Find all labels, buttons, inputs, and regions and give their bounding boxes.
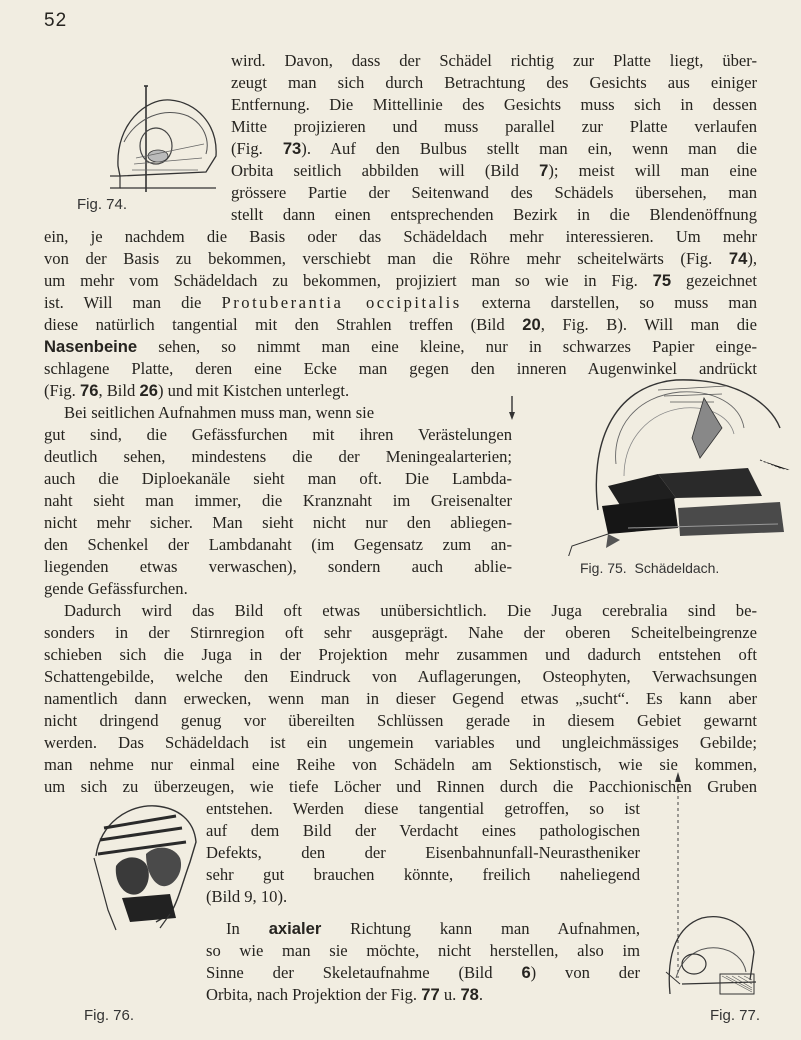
text-line: Sinne der Skeletaufnahme (Bild 6) von der [206, 963, 640, 982]
text-line: deutlich sehen, mindestens die der Meningealarterien; [44, 447, 512, 466]
text-line: gende Gefässfurchen. [44, 579, 188, 598]
text-line: um sich zu überzeugen, wie tiefe Löcher und Rinnen durch die Pacchionischen Gruben [44, 777, 757, 796]
fig-76-label: Fig. 76. [84, 1007, 135, 1024]
fig-75-caption [580, 560, 719, 576]
text-line: Orbita, nach Projektion der Fig. 77 u. 78. [206, 985, 484, 1004]
text-line: sehr gut brauchen könnte, freilich naheliegend [206, 865, 640, 884]
text-line: stellt dann einen entsprechenden Bezirk in die Blendenöffnung [231, 205, 757, 224]
text-line: ist. Will man die Protuberantia occipitalis externa darstellen, so muss man [44, 293, 757, 312]
text-line: (Fig. 73). Auf den Bulbus stellt man ein, wenn man die [231, 139, 757, 158]
text-line: naht sieht man immer, die Kranznaht im Greisenalter [44, 491, 512, 510]
text-line: Nasenbeine sehen, so nimmt man eine kleine, nur in schwarzes Papier einge- [44, 337, 757, 356]
text-line: (Bild 9, 10). [206, 887, 288, 906]
text-line: liegenden etwas verwaschen), sondern auch ablie- [44, 557, 512, 576]
text-line: nicht mehr sicher. Man sieht nicht nur den abliegen- [44, 513, 512, 532]
text-line: (Fig. 76, Bild 26) und mit Kistchen unterlegt. [44, 381, 350, 400]
text-line: Schattengebilde, welche den Eindruck von Auflagerungen, Osteophyten, Verwachsungen [44, 667, 757, 686]
text-line: grössere Partie der Seitenwand des Schädels übersehen, man [231, 183, 757, 202]
text-line: In axialer Richtung kann man Aufnahmen, [226, 919, 640, 938]
text-line: entstehen. Werden diese tangential getroffen, so ist [206, 799, 640, 818]
text-line: Bei seitlichen Aufnahmen muss man, wenn sie [64, 403, 375, 422]
text-line: Defekts, den der Eisenbahnunfall-Neurastheniker [206, 843, 640, 862]
text-line: diese natürlich tangential mit den Strahlen treffen (Bild 20, Fig. B). Will man die [44, 315, 757, 334]
page-number: 52 [44, 10, 68, 31]
text-line: nicht dringend genug vor übereilten Schlüssen gerade in diesem Gebiet gewarnt [44, 711, 757, 730]
text-line: Dadurch wird das Bild oft etwas unübersichtlich. Die Juga cerebralia sind be- [64, 601, 757, 620]
text-line: auch die Diploekanäle sieht man oft. Die Lambda- [44, 469, 512, 488]
text-line: man nehme nur einmal eine Reihe von Schädeln am Sektionstisch, wie sie kommen, [44, 755, 757, 774]
figure-76 [86, 798, 198, 934]
text-line: schieben sich die Juga in der Projektion mehr zusammen und dadurch entstehen oft [44, 645, 757, 664]
text-line: werden. Das Schädeldach ist ein ungemein variables und ungleichmässiges Gebilde; [44, 733, 757, 752]
fig-75-title: Schädeldach. [634, 560, 720, 576]
fig-77-label: Fig. 77. [710, 1007, 761, 1024]
text-line: ein, je nachdem die Basis oder das Schädeldach mehr interessieren. Um mehr [44, 227, 757, 246]
text-line: namentlich dann erwecken, wenn man in dieser Gegend etwas „sucht“. Es kann aber [44, 689, 757, 708]
text-line: sonders in der Stirnregion oft sehr ausgeprägt. Nahe der oberen Scheitelbeingrenze [44, 623, 757, 642]
text-line: um mehr vom Schädeldach zu bekommen, projiziert man so wie in Fig. 75 gezeichnet [44, 271, 757, 290]
skull-roof-diagram-75 [508, 368, 796, 556]
text-line: gut sind, die Gefässfurchen mit ihren Verästelungen [44, 425, 512, 444]
text-line: Orbita seitlich abbilden will (Bild 7); meist will man eine [231, 161, 758, 180]
text-line: wird. Davon, dass der Schädel richtig zur Platte liegt, über- [231, 51, 757, 70]
text-line: so wie man sie möchte, nicht herstellen, also im [206, 941, 640, 960]
text-line: Mitte projizieren und muss parallel zur Platte verlaufen [231, 117, 757, 136]
fig-75-label: Fig. 75. [580, 560, 627, 576]
skull-diagram-74 [106, 84, 224, 202]
text-line: auf dem Bild der Verdacht eines pathologischen [206, 821, 640, 840]
text-line: zeugt man sich durch Betrachtung des Gesichts aus einiger [231, 73, 757, 92]
text-line: von der Basis zu bekommen, verschiebt man die Röhre mehr scheitelwärts (Fig. 74), [44, 249, 757, 268]
text-line: den Schenkel der Lambdanaht (im Gegensatz zum an- [44, 535, 512, 554]
nasal-bone-diagram-76 [86, 798, 198, 934]
text-line: schlagene Platte, deren eine Ecke man gegen den inneren Augenwinkel andrückt [44, 359, 757, 378]
text-line: Entfernung. Die Mittellinie des Gesichts muss sich in dessen [231, 95, 757, 114]
figure-74 [106, 84, 224, 202]
figure-75 [508, 368, 796, 556]
fig-74-label: Fig. 74. [77, 196, 128, 213]
